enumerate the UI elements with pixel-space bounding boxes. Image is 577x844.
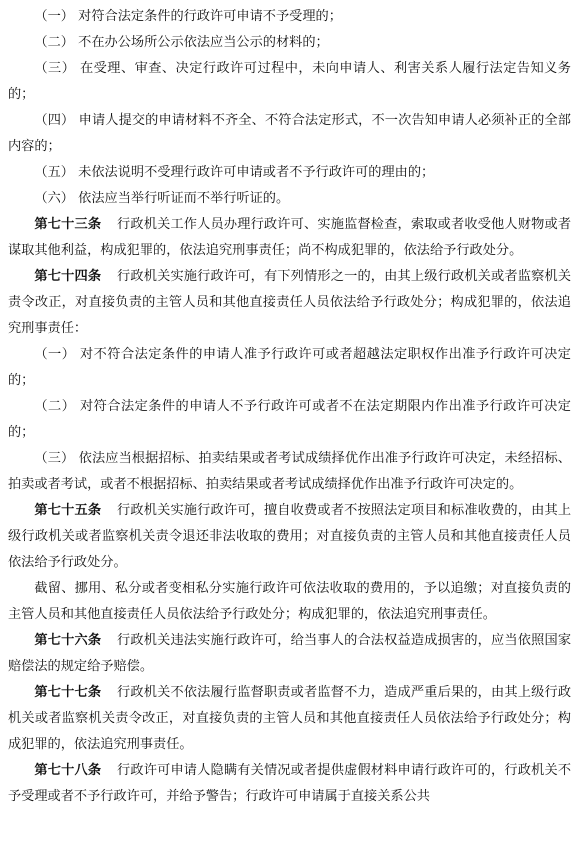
article-paragraph	[8, 680, 571, 758]
paragraph-text: （三） 在受理、审查、决定行政许可过程中，未向申请人、利害关系人履行法定告知义务的；	[8, 61, 571, 102]
list-item	[8, 342, 571, 394]
article-paragraph	[8, 576, 571, 628]
paragraph-text: （四） 申请人提交的申请材料不齐全、不符合法定形式，不一次告知申请人必须补正的全部内容的；	[8, 113, 571, 154]
list-item	[8, 4, 571, 30]
paragraph-text: 行政机关实施行政许可，有下列情形之一的，由其上级行政机关或者监察机关责令改正，对直接负责的主管人员和其他直接责任人员依法给予行政处分；构成犯罪的，依法追究刑事责任：	[8, 269, 572, 336]
paragraph-text: 行政许可申请人隐瞒有关情况或者提供虚假材料申请行政许可的，行政机关不予受理或者不予行政许可，并给予警告；行政许可申请属于直接关系公共	[8, 763, 572, 804]
paragraph-text: （六） 依法应当举行听证而不举行听证的。	[34, 191, 290, 206]
article-paragraph	[8, 628, 571, 680]
paragraph-text: （三） 依法应当根据招标、拍卖结果或者考试成绩择优作出准予行政许可决定，未经招标、拍卖或者考试，或者不根据招标、拍卖结果或者考试成绩择优作出准予行政许可决定的。	[8, 451, 571, 492]
paragraph-text: 行政机关实施行政许可，擅自收费或者不按照法定项目和标准收费的，由其上级行政机关或者监察机关责令退还非法收取的费用；对直接负责的主管人员和其他直接责任人员依法给予行政处分。	[8, 503, 572, 570]
article-number: 第七十六条	[34, 633, 102, 648]
article-paragraph	[8, 498, 571, 576]
article-number: 第七十四条	[34, 269, 102, 284]
article-paragraph	[8, 758, 571, 810]
paragraph-text: 行政机关工作人员办理行政许可、实施监督检查，索取或者收受他人财物或者谋取其他利益，构成犯罪的，依法追究刑事责任；尚不构成犯罪的，依法给予行政处分。	[8, 217, 572, 258]
article-number: 第七十八条	[34, 763, 102, 778]
list-item	[8, 108, 571, 160]
paragraph-text: （一） 对不符合法定条件的申请人准予行政许可或者超越法定职权作出准予行政许可决定的；	[8, 347, 571, 388]
paragraph-text: 行政机关违法实施行政许可，给当事人的合法权益造成损害的，应当依照国家赔偿法的规定给予赔偿。	[8, 633, 572, 674]
paragraph-text: 截留、挪用、私分或者变相私分实施行政许可依法收取的费用的，予以追缴；对直接负责的主管人员和其他直接责任人员依法给予行政处分；构成犯罪的，依法追究刑事责任。	[8, 581, 571, 622]
article-number: 第七十五条	[34, 503, 102, 518]
list-item	[8, 446, 571, 498]
list-item	[8, 160, 571, 186]
article-paragraph	[8, 212, 571, 264]
article-number: 第七十七条	[34, 685, 102, 700]
list-item	[8, 186, 571, 212]
list-item	[8, 394, 571, 446]
paragraph-text: （二） 对符合法定条件的申请人不予行政许可或者不在法定期限内作出准予行政许可决定的；	[8, 399, 571, 440]
article-paragraph	[8, 264, 571, 342]
list-item	[8, 30, 571, 56]
list-item	[8, 56, 571, 108]
paragraph-text: （五） 未依法说明不受理行政许可申请或者不予行政许可的理由的；	[34, 165, 435, 180]
paragraph-text: 行政机关不依法履行监督职责或者监督不力，造成严重后果的，由其上级行政机关或者监察机关责令改正，对直接负责的主管人员和其他直接责任人员依法给予行政处分；构成犯罪的，依法追究刑事责任。	[8, 685, 572, 752]
paragraph-text: （一） 对符合法定条件的行政许可申请不予受理的；	[34, 9, 342, 24]
paragraph-text: （二） 不在办公场所公示依法应当公示的材料的；	[34, 35, 329, 50]
article-number: 第七十三条	[34, 217, 102, 232]
